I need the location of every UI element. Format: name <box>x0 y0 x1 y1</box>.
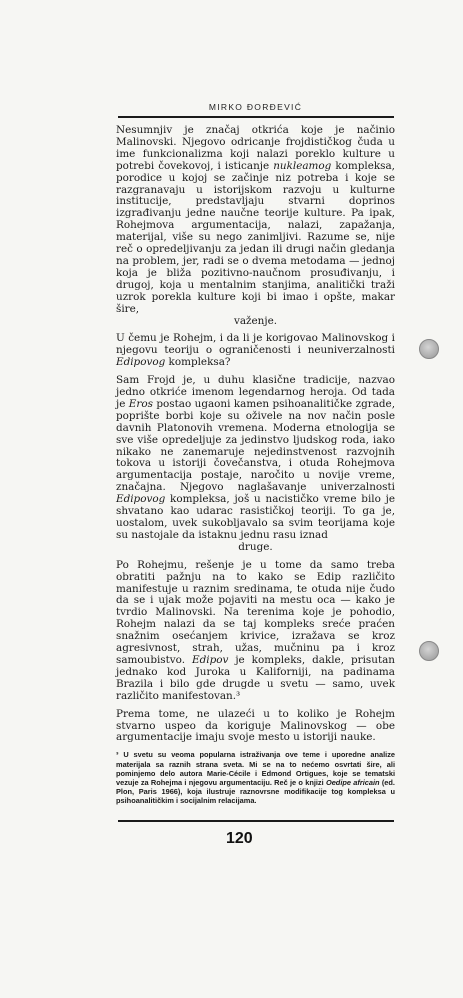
footer-rule <box>118 820 394 822</box>
paragraph-5: Prema tome, ne ulazeći u to koliko je Rohejm stvarno uspeo da koriguje Malinovskog — obe argumentacije imaju svoje mesto u istoriji nauke. <box>116 707 395 744</box>
binder-hole-top <box>419 339 439 359</box>
paragraph-2: U čemu je Rohejm, i da li je korigovao Malinovskog i njegovu teoriju o ograničenosti i neuniverzalnosti Edipovog kompleksa? <box>116 332 395 369</box>
running-header: MIRKO ĐORĐEVIĆ <box>208 102 303 112</box>
text-column <box>116 125 395 813</box>
paragraph-3: Sam Frojd je, u duhu klasične tradicije, nazvao jedno otkriće imenom legendarnog heroja. Od tada je Eros postao ugaoni kamen psihoanalitičke zgrade, poprište borbi koje su oživele na nov način posle davnih Platonovih vremena. Moderna etnologija se sve više opredeljuje za jedinstvo ljudskog roda, iako nikako ne zanemaruje nejedinstvenost razvojnih tokova u istoriji čovečanstva, i otuda Rohejmova argumentacija postaje, naročito u novije vreme, značajna. Njegovo naglašavanje univerzalnosti Edipovog kompleksa, još u nacističko vreme bilo je shvatano kao udarac rasističkoj teoriji. To ga je, uostalom, uvek sukobljavalo sa svim teorijama koje su nastojale da istaknu jednu rasu iznad druge. <box>116 374 395 553</box>
page-number: 120 <box>226 830 253 847</box>
footnote: ³ U svetu su veoma popularna istraživanja ove teme i uporedne analize materijala sa raznih strana sveta. Mi se na to nećemo osvrtati šire, ali pominjemo delo autora Marie-Cécile i Edmond Ortigues, koje se tematski vezuje za Rohejma i njegovu argumentaciju. Reč je o knjizi Oedipe africain (ed. Plon, Paris 1966), koja ilustruje raznovrsne modifikacije tog kompleksa u psihoanalitičkim i socijalnim relacijama. <box>116 750 395 806</box>
binder-hole-bottom <box>419 641 439 661</box>
paragraph-1: Nesumnjiv je značaj otkrića koje je načinio Malinovski. Njegovo odricanje frojdističkog čuda u ime funkcionalizma koji nalazi poreklo kulture u potrebi čovekovoj, i isticanje nukleamog kompleksa, porodice u kojoj se začinje niz potreba i koje se razgranavaju u istorijskom razvoju u kulturne institucije, predstavljaju stvarni doprinos izgrađivanju jedne naučne teorije kulture. Pa ipak, Rohejmova argumentacija, nalazi, zapažanja, materijal, više su nego zanimljivi. Razume se, nije reč o opredeljivanju za jedan ili drugi način gledanja na problem, jer, radi se o dvema metodama — jednoj koja je bliža pozitivno-naučnom prosuđivanju, i drugoj, koja u mentalnim stanjima, analitički traži uzrok porekla kulture koji bi imao i opšte, makar šire, važenje. <box>116 124 395 327</box>
header-rule <box>118 116 394 118</box>
paragraph-4: Po Rohejmu, rešenje je u tome da samo treba obratiti pažnju na to kako se Edip različito manifestuje u raznim sredinama, te otuda nije čudo da se i ujak može pojaviti na mestu oca — kako je tvrdio Malinovski. Na terenima koje je pohodio, Rohejm nalazi da se taj kompleks sreće praćen snažnim osećanjem krivice, izražava se kroz agresivnost, strah, užas, mučninu pa i kroz samoubistvo. Edipov je kompleks, dakle, prisutan jednako kod Juroka u Kaliforniji, na padinama Brazila i bilo gde drugde u svetu — samo, uvek različito manifestovan.³ <box>116 558 396 702</box>
